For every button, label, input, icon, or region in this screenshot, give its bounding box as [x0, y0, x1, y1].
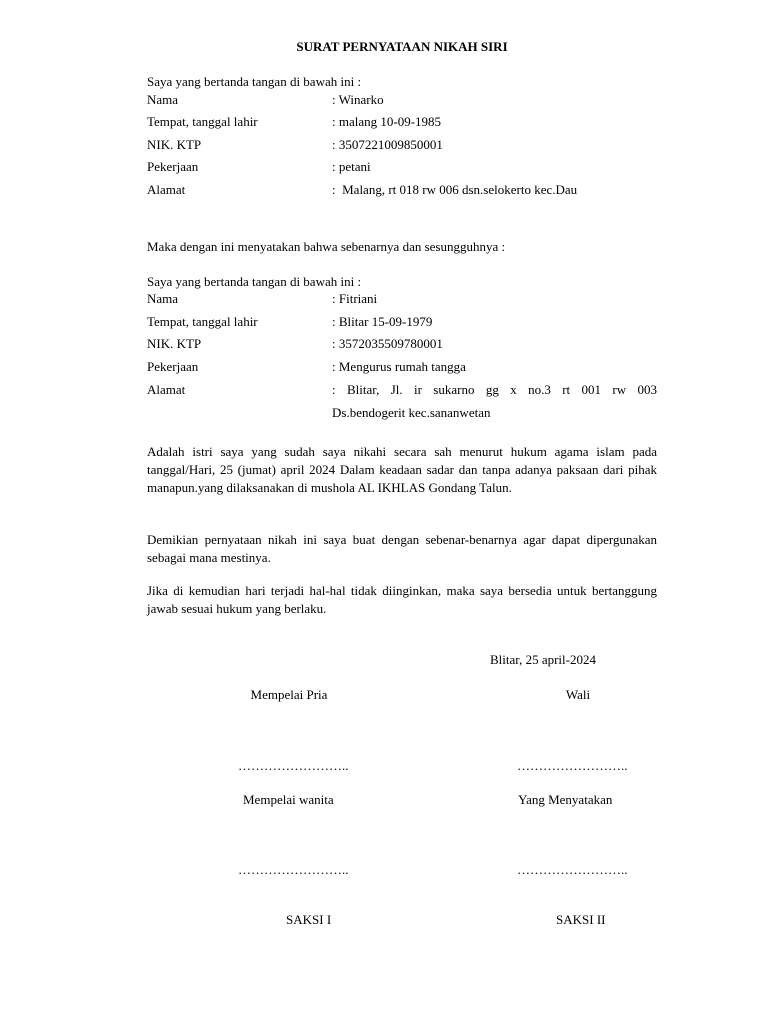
field-value: : 3507221009850001: [332, 137, 443, 152]
document-title: SURAT PERNYATAAN NIKAH SIRI: [296, 39, 508, 54]
signature-label-groom: Mempelai Pria: [250, 687, 328, 702]
intro-text-1: Saya yang bertanda tangan di bawah ini :: [147, 74, 362, 89]
signature-line-declarant: ……………………..: [517, 862, 628, 877]
field-label: Tempat, tanggal lahir: [147, 314, 258, 329]
paragraph-marriage: Adalah istri saya yang sudah saya nikahi secara sah menurut hukum agama islam pada tanggal/Hari, 25 (jumat) april 2024 Dalam keadaan sadar dan tanpa adanya paksaan dari pihak manapun.yang dilaksanakan di mushola AL IKHLAS Gondang Talun.: [147, 444, 657, 495]
signature-label-bride: Mempelai wanita: [243, 792, 334, 807]
statement-text: Maka dengan ini menyatakan bahwa sebenarnya dan sesungguhnya :: [147, 239, 506, 254]
field-value: : 3572035509780001: [332, 336, 443, 351]
field-label: Alamat: [147, 382, 186, 397]
place-date: Blitar, 25 april-2024: [490, 652, 596, 667]
field-label: Nama: [147, 92, 179, 107]
signature-label-witness1: SAKSI I: [286, 912, 332, 927]
field-value: : Blitar 15-09-1979: [332, 314, 433, 329]
signature-line-guardian: ……………………..: [517, 758, 628, 773]
intro-text-2: Saya yang bertanda tangan di bawah ini :: [147, 274, 362, 289]
paragraph-responsibility: Jika di kemudian hari terjadi hal-hal tidak diinginkan, maka saya bersedia untuk bertanggung jawab sesuai hukum yang berlaku.: [147, 583, 657, 616]
person2-address-line2: Ds.bendogerit kec.sananwetan: [332, 405, 491, 420]
person2-address-line1: : Blitar, Jl. ir sukarno gg x no.3 rt 001 rw 003: [332, 382, 657, 397]
signature-line-groom: ……………………..: [238, 758, 349, 773]
signature-label-declarant: Yang Menyatakan: [518, 792, 613, 807]
signature-label-guardian: Wali: [565, 687, 591, 702]
field-value: : malang 10-09-1985: [332, 114, 442, 129]
field-label: Tempat, tanggal lahir: [147, 114, 258, 129]
field-label: Alamat: [147, 182, 186, 197]
field-label: NIK. KTP: [147, 137, 202, 152]
field-label: Pekerjaan: [147, 159, 199, 174]
field-value: : petani: [332, 159, 371, 174]
paragraph-declaration: Demikian pernyataan nikah ini saya buat dengan sebenar-benarnya agar dapat dipergunakan sebagai mana mestinya.: [147, 532, 657, 565]
signature-line-bride: ……………………..: [238, 862, 349, 877]
field-label: NIK. KTP: [147, 336, 202, 351]
field-label: Nama: [147, 291, 179, 306]
field-value: : Winarko: [332, 92, 384, 107]
field-value: : Malang, rt 018 rw 006 dsn.selokerto kec.Dau: [332, 182, 578, 197]
field-value: : Mengurus rumah tangga: [332, 359, 466, 374]
field-value: : Fitriani: [332, 291, 378, 306]
signature-label-witness2: SAKSI II: [556, 912, 606, 927]
field-label: Pekerjaan: [147, 359, 199, 374]
